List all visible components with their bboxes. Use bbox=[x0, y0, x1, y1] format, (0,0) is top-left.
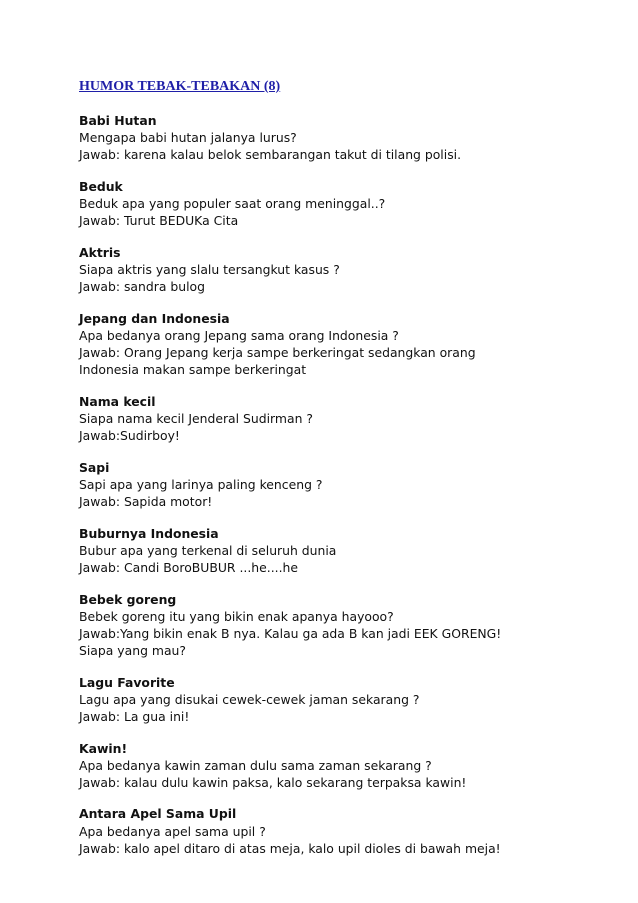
entry-line: Apa bedanya apel sama upil ? bbox=[79, 823, 266, 839]
entry-line: Indonesia makan sampe berkeringat bbox=[79, 362, 307, 378]
document-page bbox=[79, 78, 619, 871]
joke-entry bbox=[79, 112, 619, 164]
entry-list bbox=[79, 112, 619, 857]
entry-line: Jawab: Turut BEDUKa Cita bbox=[79, 213, 239, 229]
entry-title: Antara Apel Sama Upil bbox=[79, 806, 237, 822]
joke-entry bbox=[79, 740, 619, 792]
entry-title: Buburnya Indonesia bbox=[79, 525, 219, 541]
entry-title: Kawin! bbox=[79, 740, 128, 756]
entry-line: Jawab: Orang Jepang kerja sampe berkeringat sedangkan orang bbox=[79, 345, 476, 361]
entry-line: Jawab: sandra bulog bbox=[79, 279, 205, 295]
entry-title: Jepang dan Indonesia bbox=[79, 310, 230, 326]
entry-line: Jawab: Candi BoroBUBUR ...he....he bbox=[79, 560, 298, 576]
document-title: HUMOR TEBAK-TEBAKAN (8) bbox=[79, 79, 281, 94]
entry-line: Jawab: kalau dulu kawin paksa, kalo sekarang terpaksa kawin! bbox=[79, 774, 467, 790]
joke-entry bbox=[79, 244, 619, 296]
joke-entry bbox=[79, 674, 619, 726]
entry-title: Aktris bbox=[79, 244, 121, 260]
entry-title: Nama kecil bbox=[79, 393, 156, 409]
joke-entry bbox=[79, 178, 619, 230]
entry-line: Apa bedanya orang Jepang sama orang Indonesia ? bbox=[79, 327, 399, 343]
entry-line: Siapa yang mau? bbox=[79, 643, 186, 659]
entry-line: Beduk apa yang populer saat orang meninggal..? bbox=[79, 196, 386, 212]
entry-line: Bebek goreng itu yang bikin enak apanya hayooo? bbox=[79, 608, 394, 624]
entry-line: Sapi apa yang larinya paling kenceng ? bbox=[79, 476, 323, 492]
entry-line: Siapa nama kecil Jenderal Sudirman ? bbox=[79, 411, 313, 427]
entry-line: Mengapa babi hutan jalanya lurus? bbox=[79, 130, 297, 146]
entry-title: Beduk bbox=[79, 178, 123, 194]
entry-title: Babi Hutan bbox=[79, 113, 157, 128]
entry-title: Bebek goreng bbox=[79, 591, 177, 607]
entry-title: Lagu Favorite bbox=[79, 674, 175, 690]
entry-line: Lagu apa yang disukai cewek-cewek jaman sekarang ? bbox=[79, 691, 420, 707]
joke-entry bbox=[79, 393, 619, 445]
joke-entry bbox=[79, 459, 619, 511]
entry-line: Apa bedanya kawin zaman dulu sama zaman sekarang ? bbox=[79, 757, 432, 773]
entry-line: Jawab: Sapida motor! bbox=[79, 494, 213, 510]
entry-line: Jawab: karena kalau belok sembarangan takut di tilang polisi. bbox=[79, 147, 462, 163]
joke-entry bbox=[79, 591, 619, 660]
entry-line: Jawab: La gua ini! bbox=[79, 709, 190, 725]
joke-entry bbox=[79, 310, 619, 379]
entry-line: Jawab:Yang bikin enak B nya. Kalau ga ada B kan jadi EEK GORENG! bbox=[79, 625, 502, 641]
entry-line: Siapa aktris yang slalu tersangkut kasus ? bbox=[79, 262, 340, 278]
entry-title: Sapi bbox=[79, 459, 110, 475]
entry-line: Jawab: kalo apel ditaro di atas meja, kalo upil dioles di bawah meja! bbox=[79, 840, 501, 856]
entry-line: Jawab:Sudirboy! bbox=[79, 428, 180, 444]
joke-entry bbox=[79, 525, 619, 577]
entry-line: Bubur apa yang terkenal di seluruh dunia bbox=[79, 542, 337, 558]
joke-entry bbox=[79, 805, 619, 857]
